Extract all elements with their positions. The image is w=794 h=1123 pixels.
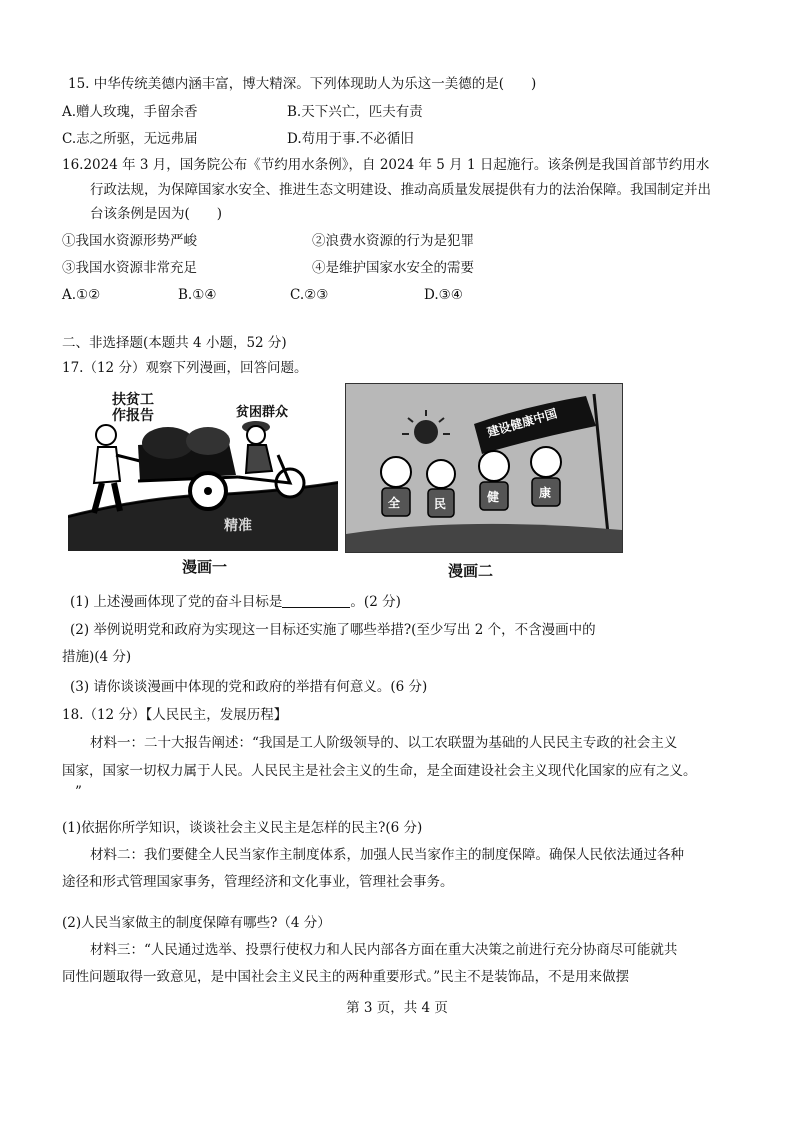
q15-option-a: A.赠人玫瑰，手留余香 xyxy=(62,104,198,120)
comic-two-char-2: 民 xyxy=(434,497,447,511)
q18-sub2: (2)人民当家做主的制度保障有哪些?（4 分） xyxy=(62,915,331,931)
q16-item-1: ①我国水资源形势严峻 xyxy=(62,233,197,249)
q15-option-b: B.天下兴亡，匹夫有责 xyxy=(287,104,423,120)
comic-one-caption: 漫画一 xyxy=(182,558,228,576)
comic-two-char-1: 全 xyxy=(388,496,401,510)
comic-one-label-people: 贫困群众 xyxy=(236,405,289,420)
comic-one-drawing xyxy=(68,385,338,551)
section-2-title: 二、非选择题(本题共 4 小题，52 分) xyxy=(62,335,287,351)
q18-material3-line2: 同性问题取得一致意见，是中国社会主义民主的两种重要形式。”民主不是装饰品，不是用来做摆 xyxy=(62,969,630,985)
page-footer: 第 3 页，共 4 页 xyxy=(346,1000,448,1016)
q15-stem: 15. 中华传统美德内涵丰富，博大精深。下列体现助人为乐这一美德的是( ) xyxy=(68,76,537,92)
q17-sub2-line1: (2) 举例说明党和政府为实现这一目标还实施了哪些举措?(至少写出 2 个，不含漫画中的 xyxy=(70,622,596,638)
q18-sub1: (1)依据你所学知识，谈谈社会主义民主是怎样的民主?(6 分) xyxy=(62,820,423,836)
comic-one-label-report-1: 扶贫工 xyxy=(112,392,154,408)
comic-one-label-report-2: 作报告 xyxy=(112,408,154,424)
q16-stem-line2: 行政法规，为保障国家水安全、推进生态文明建设、推动高质量发展提供有力的法治保障。我国制定并出 xyxy=(90,182,711,198)
q17-stem: 17.（12 分）观察下列漫画，回答问题。 xyxy=(62,360,308,376)
q17-sub3: (3) 请你谈谈漫画中体现的党和政府的举措有何意义。(6 分) xyxy=(70,679,428,695)
q17-sub1 xyxy=(70,592,401,612)
q16-option-a: A.①② xyxy=(62,287,101,303)
comic-one-label-ground: 精准 xyxy=(224,518,252,534)
q16-option-b: B.①④ xyxy=(178,287,217,303)
q16-option-c: C.②③ xyxy=(290,287,329,303)
comic-two-char-3: 健 xyxy=(487,490,500,504)
q17-sub1-before: (1) 上述漫画体现了党的奋斗目标是 xyxy=(70,594,283,610)
q18-material1-line1: 材料一：二十大报告阐述：“我国是工人阶级领导的、以工农联盟为基础的人民民主专政的社会主义 xyxy=(90,735,678,751)
q18-material3-line1: 材料三：“人民通过选举、投票行使权力和人民内部各方面在重大决策之前进行充分协商尽可能就共 xyxy=(90,942,678,958)
q18-material1-line3: ” xyxy=(75,784,82,800)
q16-item-4: ④是维护国家水安全的需要 xyxy=(312,260,474,276)
q16-stem-line1: 16.2024 年 3 月，国务院公布《节约用水条例》，自 2024 年 5 月 1 日起施行。该条例是我国首部节约用水 xyxy=(62,157,710,173)
q16-item-3: ③我国水资源非常充足 xyxy=(62,260,197,276)
q15-option-c: C.志之所驱，无远弗届 xyxy=(62,131,198,147)
q16-item-2: ②浪费水资源的行为是犯罪 xyxy=(312,233,474,249)
comic-two-char-4: 康 xyxy=(539,486,552,500)
q18-material2-line2: 途径和形式管理国家事务，管理经济和文化事业，管理社会事务。 xyxy=(62,874,454,890)
answer-blank[interactable] xyxy=(282,593,350,608)
q16-stem-line3: 台该条例是因为( ) xyxy=(90,206,223,222)
q17-sub1-after: 。(2 分) xyxy=(350,594,401,610)
comic-one xyxy=(68,385,338,551)
comic-two-drawing xyxy=(346,384,622,552)
comic-two-banner: 建设健康中国 xyxy=(485,406,559,440)
comic-two-caption: 漫画二 xyxy=(448,562,494,580)
comic-two xyxy=(345,383,623,553)
q18-material2-line1: 材料二：我们要健全人民当家作主制度体系，加强人民当家作主的制度保障。确保人民依法通过各种 xyxy=(90,847,684,863)
q15-option-d: D.苟用于事.不必循旧 xyxy=(287,131,414,147)
q16-option-d: D.③④ xyxy=(424,287,463,303)
q17-sub2-line2: 措施)(4 分) xyxy=(62,649,132,665)
q18-material1-line2: 国家，国家一切权力属于人民。人民民主是社会主义的生命，是全面建设社会主义现代化国家的应有之义。 xyxy=(62,763,697,779)
q18-stem: 18.（12 分）【人民民主，发展历程】 xyxy=(62,707,288,723)
